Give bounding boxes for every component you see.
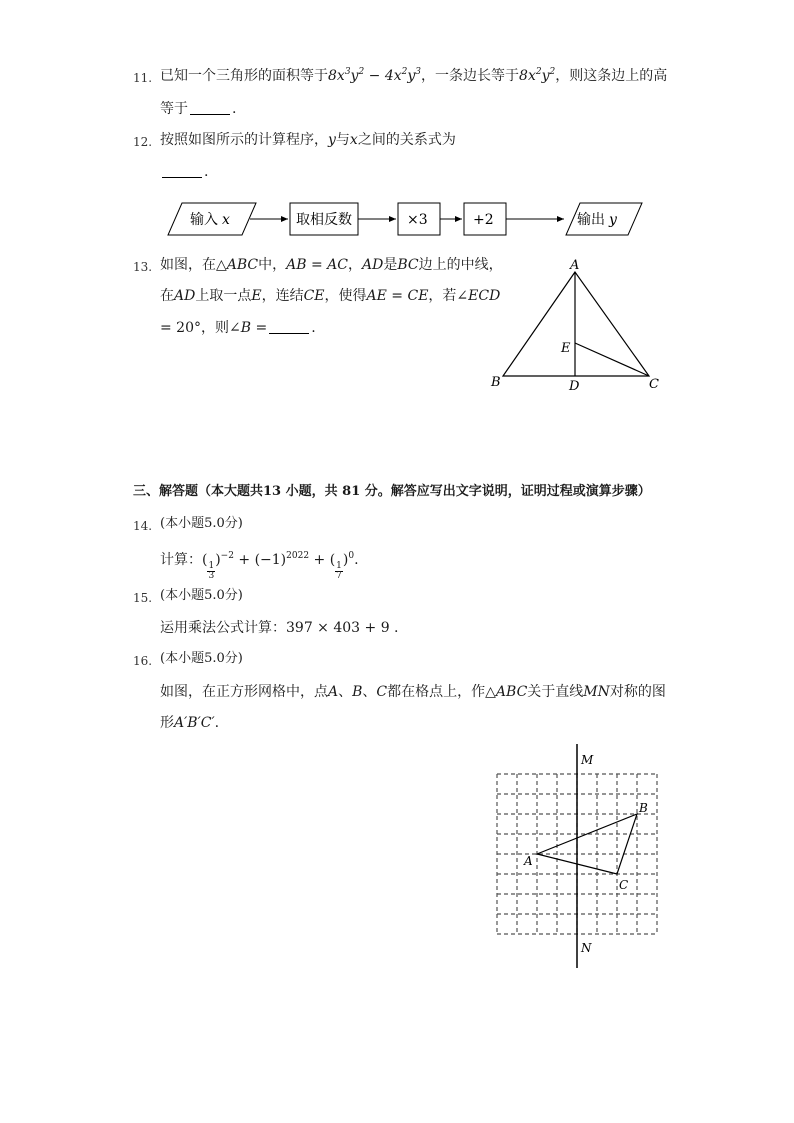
label-d: D [569, 379, 580, 394]
q13-triangle-figure [485, 252, 670, 397]
flow-output-var: y [609, 212, 617, 228]
label-c: C [619, 878, 629, 892]
q11-line2 [160, 99, 236, 119]
q13-text-i: ，使得 [324, 288, 367, 304]
q16-line2: 形A′B′C′. [160, 715, 220, 731]
label-m: M [581, 753, 594, 767]
q15-number: 15. [133, 591, 153, 605]
q12-text-c: 之间的关系式为 [357, 132, 456, 148]
flow-step3-label: +2 [473, 212, 494, 228]
flow-step1-label: 取相反数 [296, 212, 352, 228]
answer-blank [190, 100, 230, 115]
q12-text-b: 与 [335, 132, 350, 148]
q13-text-e: 边上的中线， [418, 257, 503, 273]
q11-number: 11. [133, 71, 153, 85]
flow-input-var: x [222, 212, 230, 228]
label-a: A [570, 258, 580, 273]
flow-step2-label: ×3 [407, 212, 428, 228]
q11-text-e: . [232, 101, 237, 117]
section-heading: 三、解答题（本大题共13 小题，共 81 分。解答应写出文字说明，证明过程或演算步骤） [133, 484, 651, 499]
q16-grid-figure [490, 740, 665, 975]
q12-flowchart [160, 195, 650, 241]
q14-score: (本小题5.0分) [160, 516, 243, 531]
triangle-abc [503, 272, 649, 376]
answer-blank [269, 319, 309, 334]
label-n: N [581, 941, 592, 955]
q14-expression: 计算：( $\frac{1}{3}$ )$^{-2} + (-1)^{2022}$ + ( $\frac{1}{7}$ )$^0$. [160, 551, 359, 581]
q11-line1: 已知一个三角形的面积等于$8x^3y^2 - 4x^2y^3$，一条边长等于$8x^2y^2$，则这条边上的高 [160, 67, 668, 84]
q12-number: 12. [133, 135, 153, 149]
q16-text-g: 形 [160, 715, 174, 731]
q15-text: 运用乘法公式计算：397 × 403 + 9 . [160, 620, 399, 636]
q16-score: (本小题5.0分) [160, 651, 243, 666]
q16-line1: 如图，在正方形网格中，点A、B、C都在格点上，作△ABC关于直线MN对称的图 [160, 684, 666, 700]
q13-text-f: 在 [160, 288, 174, 304]
q13-number: 13. [133, 260, 153, 274]
q14-prefix: 计算： [160, 552, 202, 568]
q13-line2: 在AD上取一点E，连结CE，使得AE = CE，若∠ECD [160, 288, 501, 304]
q16-number: 16. [133, 654, 153, 668]
q13-text-k: = 20°，则 [160, 320, 229, 336]
q13-text-c: ， [348, 257, 362, 273]
q13-line3: = 20°，则∠B = . [160, 320, 316, 336]
label-c: C [649, 377, 659, 392]
q12-line1: 按照如图所示的计算程序，y与x之间的关系式为 [160, 132, 456, 148]
q13-text-l: = [251, 320, 268, 336]
label-a: A [524, 854, 533, 868]
answer-blank [162, 163, 202, 178]
q13-text-d: 是 [383, 257, 398, 273]
q16-text-e: 关于直线 [527, 684, 584, 700]
q11-text-b: ，一条边长等于 [421, 68, 520, 84]
q15-score: (本小题5.0分) [160, 588, 243, 603]
triangle-abc [537, 814, 637, 874]
q11-text-a: 已知一个三角形的面积等于 [160, 68, 328, 84]
q14-suffix: . [354, 552, 359, 568]
flow-input-label: 输入 [190, 212, 218, 228]
q13-text-a: 如图，在 [160, 257, 216, 273]
label-b: B [639, 801, 648, 815]
q14-number: 14. [133, 519, 153, 533]
q16-text-d: 都在格点上，作 [387, 684, 486, 700]
q16-text-f: 对称的图 [609, 684, 666, 700]
flow-output-label: 输出 [577, 212, 605, 228]
label-e: E [561, 341, 571, 356]
q13-text-b: 中， [258, 257, 287, 273]
q16-text-h: . [214, 715, 220, 731]
q13-text-g: 上取一点 [195, 288, 252, 304]
q12-line2 [160, 162, 208, 182]
q13-text-m: . [311, 320, 316, 336]
q16-text-a: 如图，在正方形网格中，点 [160, 684, 328, 700]
q13-text-j: ，若 [428, 288, 457, 304]
q11-text-c: ，则这条边上的高 [555, 68, 668, 84]
q12-text-a: 按照如图所示的计算程序， [160, 132, 328, 148]
q12-text-d: . [204, 164, 209, 180]
q13-line1: 如图，在△ABC中，AB = AC，AD是BC边上的中线， [160, 257, 503, 273]
q13-text-h: ，连结 [261, 288, 304, 304]
q16-text-b: 、 [338, 684, 353, 700]
label-b: B [491, 375, 501, 390]
q11-text-d: 等于 [160, 101, 188, 117]
q16-text-c: 、 [362, 684, 377, 700]
